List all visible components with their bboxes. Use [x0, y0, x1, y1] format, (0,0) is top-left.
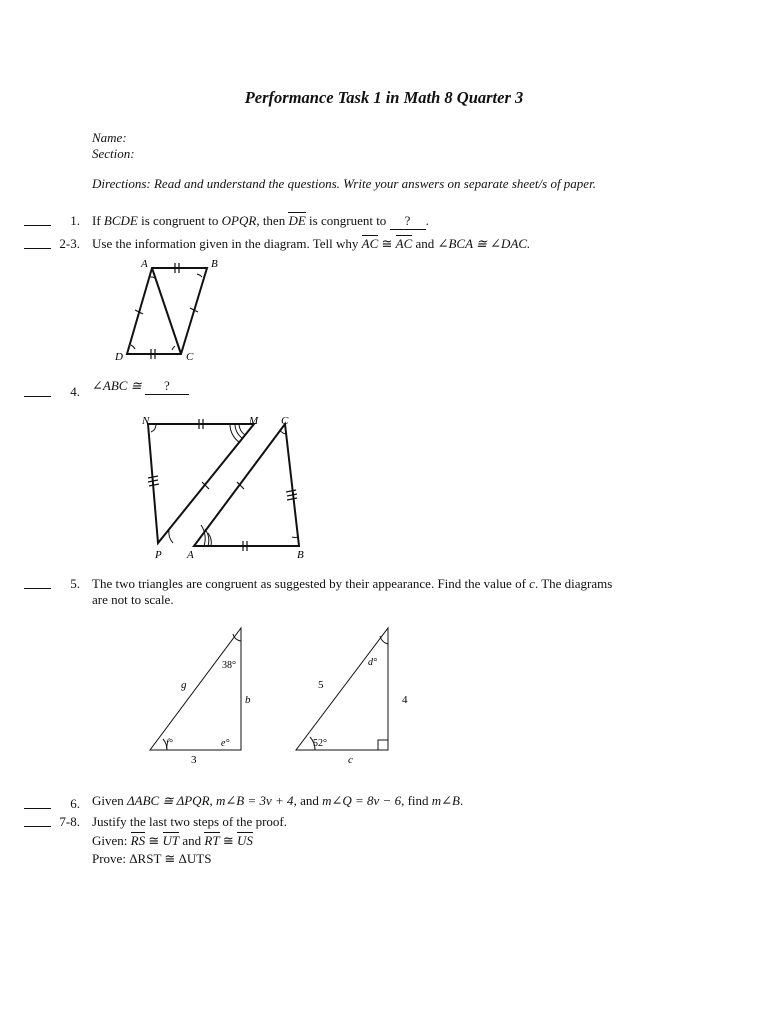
- question-4-text: [92, 378, 189, 395]
- question-number-6: 6.: [70, 796, 80, 811]
- q1-part3: , then: [256, 213, 289, 228]
- vertex-n: N: [142, 415, 150, 427]
- q7-and: and: [179, 833, 205, 848]
- t2-angle-d: d°: [368, 657, 377, 668]
- q1-part4: is congruent to: [305, 213, 390, 228]
- q7-cong2: ≅: [219, 833, 237, 848]
- q6-mb: , m∠B = 3v + 4: [209, 793, 294, 808]
- question-7-given: [92, 833, 253, 849]
- directions: Directions: Read and understand the questions. Write your answers on separate sheet/s of paper.: [92, 176, 596, 191]
- q5-var: c: [529, 576, 535, 591]
- q1-part2: is congruent to: [137, 213, 222, 228]
- q7-given-label: Given:: [92, 833, 131, 848]
- question-6-text: [92, 793, 463, 809]
- q2-and: and: [412, 236, 438, 251]
- vertex-c2: C: [281, 415, 289, 427]
- question-5-line1: [92, 576, 612, 592]
- q1-bcde: BCDE: [103, 213, 138, 228]
- question-7-text: Justify the last two steps of the proof.: [92, 814, 287, 829]
- t1-angle-e: e°: [221, 738, 230, 749]
- name-label: Name:: [92, 130, 127, 145]
- q6-mq: m∠Q = 8v − 6: [322, 793, 402, 808]
- q7-ut: UT: [162, 833, 180, 848]
- vertex-b2: B: [297, 549, 304, 561]
- t1-side-g: g: [181, 679, 187, 691]
- page-title: Performance Task 1 in Math 8 Quarter 3: [244, 88, 524, 107]
- q6-end: .: [460, 793, 464, 808]
- vertex-a: A: [141, 258, 148, 270]
- q2-ac2: AC: [395, 236, 413, 251]
- q6-triangles: ΔABC ≅ ΔPQR: [127, 793, 210, 808]
- q2-cong: ≅: [378, 236, 396, 251]
- q1-opqr: OPQR: [221, 213, 257, 228]
- q6-target: m∠B: [431, 793, 461, 808]
- t2-side-c: c: [348, 754, 353, 766]
- vertex-d: D: [115, 351, 123, 363]
- q2-text: Use the information given in the diagram. Tell why: [92, 236, 362, 251]
- question-7-prove: Prove: ΔRST ≅ ΔUTS: [92, 851, 212, 866]
- question-1-text: [92, 213, 429, 230]
- question-number-7: 7-8.: [59, 814, 80, 829]
- q1-part1: If: [92, 213, 104, 228]
- q4-answer: ?: [145, 378, 189, 395]
- q1-de: DE: [288, 213, 306, 228]
- t2-side-5: 5: [318, 679, 324, 691]
- vertex-p: P: [155, 549, 162, 561]
- t2-side-4: 4: [402, 694, 408, 706]
- question-number-5: 5.: [70, 576, 80, 591]
- vertex-m: M: [249, 415, 259, 427]
- vertex-a2: A: [187, 549, 194, 561]
- t1-side-3: 3: [191, 754, 197, 766]
- t2-angle-52: 52°: [313, 738, 327, 749]
- t1-angle-f: f°: [166, 738, 173, 749]
- question-number-2: 2-3.: [59, 236, 80, 251]
- q5-line1a: The two triangles are congruent as suggested by their appearance. Find the value of: [92, 576, 530, 591]
- q7-cong1: ≅: [145, 833, 163, 848]
- q5-line1b: . The diagrams: [534, 576, 613, 591]
- q2-angles: ∠BCA ≅ ∠DAC.: [437, 236, 531, 251]
- q7-us: US: [236, 833, 253, 848]
- t1-angle-38: 38°: [222, 660, 236, 671]
- question-5-line2: are not to scale.: [92, 592, 174, 607]
- right-triangle-1: [145, 625, 260, 770]
- q1-answer: ?: [390, 213, 426, 230]
- q4-angle: ∠ABC ≅: [92, 378, 145, 393]
- question-2-text: [92, 236, 530, 252]
- q2-ac1: AC: [361, 236, 379, 251]
- right-triangle-2: [292, 625, 417, 770]
- section-label: Section:: [92, 146, 135, 161]
- q7-rt: RT: [204, 833, 220, 848]
- question-number-1: 1.: [70, 213, 80, 228]
- question-number-4: 4.: [70, 384, 80, 399]
- q7-rs: RS: [130, 833, 146, 848]
- q6-find: , find: [401, 793, 432, 808]
- vertex-b: B: [211, 258, 218, 270]
- q6-and: , and: [293, 793, 323, 808]
- q1-end: .: [425, 213, 429, 228]
- q6-given: Given: [92, 793, 128, 808]
- two-triangles-diagram: [135, 412, 315, 562]
- parallelogram-diagram: [105, 254, 235, 366]
- t1-side-b: b: [245, 694, 251, 706]
- vertex-c: C: [186, 351, 194, 363]
